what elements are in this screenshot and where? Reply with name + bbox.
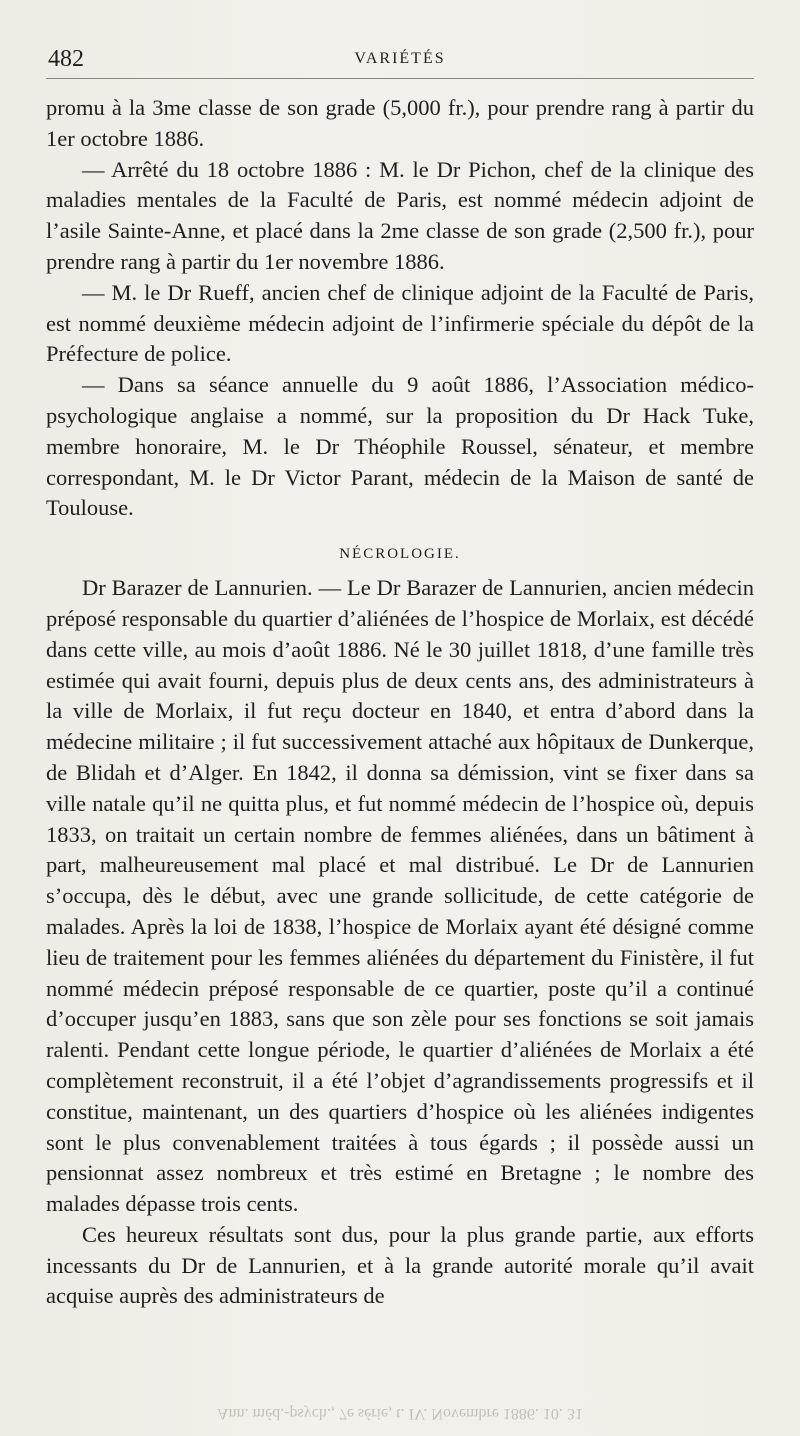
running-head: VARIÉTÉS	[354, 50, 446, 67]
section-title-necrologie: NÉCROLOGIE.	[339, 546, 461, 563]
paragraph-necrologie-continued: Ces heureux résultats sont dus, pour la plus grande partie, aux efforts incessants du Dr de Lannurien, et à la grande autorité morale qu’il avait acquise auprès des administrateurs de	[46, 1221, 754, 1309]
footer-signature: Ann. méd.-psych., 7e série, t. IV. Novembre 1886. 10. 31	[217, 1405, 583, 1422]
paragraph-rueff: — M. le Dr Rueff, ancien chef de clinique adjoint de la Faculté de Paris, est nommé deuxième médecin adjoint de l’infirmerie spéciale du dépôt de la Préfecture de police.	[46, 279, 754, 367]
page-number: 482	[48, 46, 84, 72]
page-header	[46, 40, 754, 79]
paragraph-necrologie-main: Dr Barazer de Lannurien. — Le Dr Barazer de Lannurien, ancien médecin préposé responsable du quartier d’aliénées de l’hospice de Morlaix, est décédé dans cette ville, au mois d’août 1886. Né le 30 juillet 1818, d’une famille très estimée qui avait fourni, depuis plus de deux cents ans, des administrateurs à la ville de Morlaix, il fut reçu docteur en 1840, et entra d’abord dans la médecine militaire ; il fut successivement attaché aux hôpitaux de Dunkerque, de Blidah et d’Alger. En 1842, il donna sa démission, vint se fixer dans sa ville natale qu’il ne quitta plus, et fut nommé médecin de l’hospice où, depuis 1833, on traitait un certain nombre de femmes aliénées, dans un bâtiment à part, malheureusement mal placé et mal distribué. Le Dr de Lannurien s’occupa, dès le début, avec une grande sollicitude, de cette catégorie de malades. Après la loi de 1838, l’hospice de Morlaix ayant été désigné comme lieu de traitement pour les femmes aliénées du département du Finistère, il fut nommé médecin préposé responsable de ce quartier, poste qu’il a continué d’occuper jusqu’en 1883, sans que son zèle pour ses fonctions se soit jamais ralenti. Pendant cette longue période, le quartier d’aliénées de Morlaix a été complètement reconstruit, il a été l’objet d’agrandissements progressifs et il constitue, maintenant, un des quartiers d’hospice où les aliénées indigentes sont le plus convenablement traitées à tous égards ; il possède aussi un pensionnat assez nombreux et très estimé en Bretagne ; le nombre des malades dépasse trois cents.	[46, 575, 754, 1217]
paragraph-promotion: promu à la 3me classe de son grade (5,000 fr.), pour prendre rang à partir du 1er octobre 1886.	[46, 95, 754, 151]
paragraph-arrete-pichon: — Arrêté du 18 octobre 1886 : M. le Dr Pichon, chef de la clinique des maladies mentales de la Faculté de Paris, est nommé médecin adjoint de l’asile Sainte-Anne, et placé dans la 2me classe de son grade (2,500 fr.), pour prendre rang à partir du 1er novembre 1886.	[46, 156, 754, 274]
paragraph-association: — Dans sa séance annuelle du 9 août 1886, l’Association médico-psychologique anglaise a nommé, sur la proposition du Dr Hack Tuke, membre honoraire, M. le Dr Théophile Roussel, sénateur, et membre correspondant, M. le Dr Victor Parant, médecin de la Maison de santé de Toulouse.	[46, 372, 754, 521]
